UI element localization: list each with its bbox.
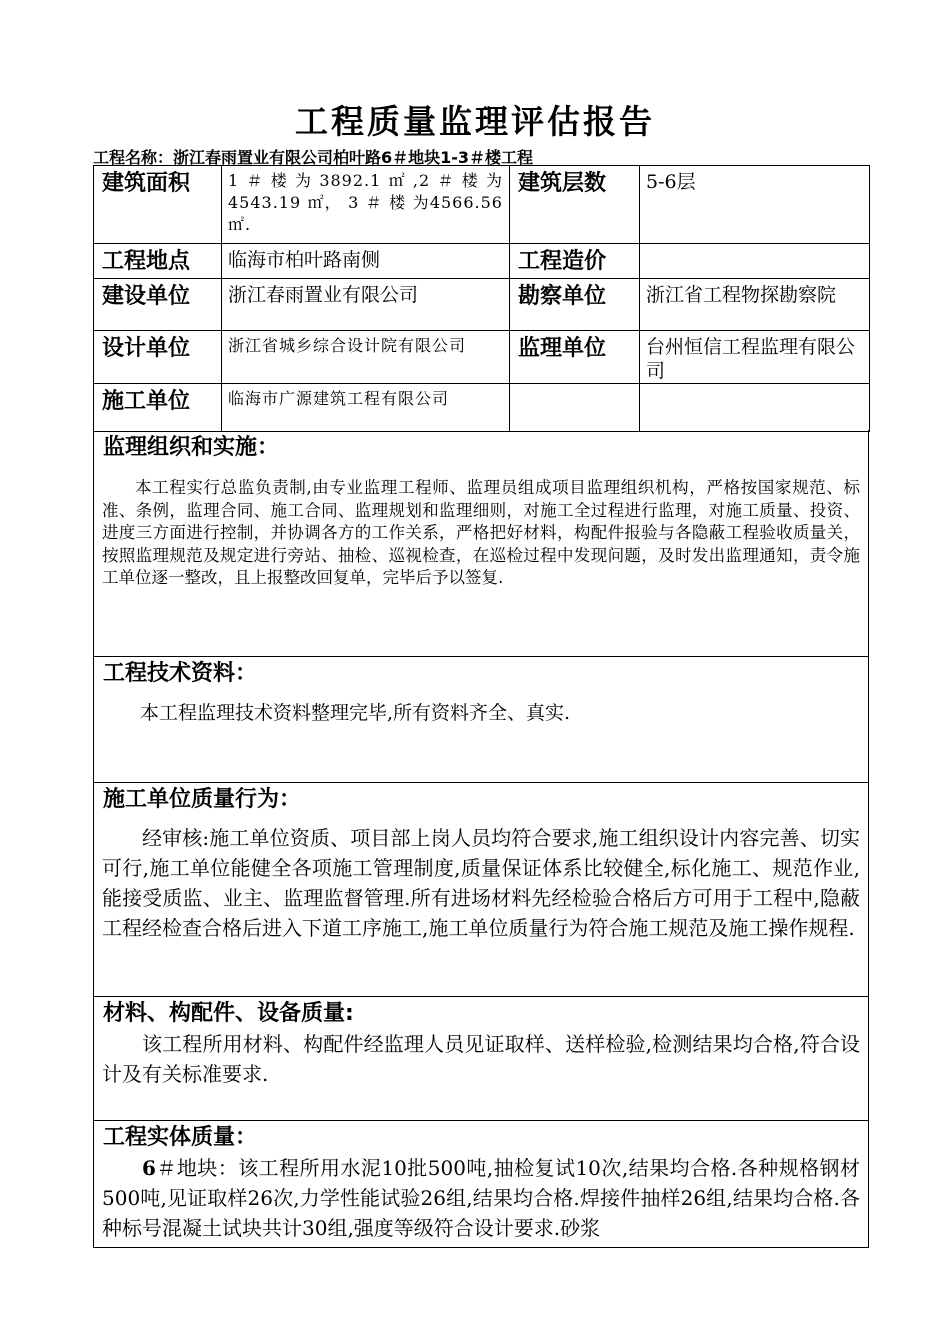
contractor-value: 临海市广源建筑工程有限公司 bbox=[222, 384, 510, 432]
table-row bbox=[94, 244, 870, 279]
table-row bbox=[94, 279, 870, 331]
section-entity-quality bbox=[93, 1121, 869, 1248]
section-heading: 施工单位质量行为： bbox=[103, 787, 302, 812]
owner-value: 浙江春雨置业有限公司 bbox=[222, 279, 510, 331]
survey-value: 浙江省工程物探勘察院 bbox=[640, 279, 870, 331]
section-body bbox=[94, 1153, 868, 1243]
document-title: 工程质量监理评估报告 bbox=[295, 102, 655, 141]
building-area-label: 建筑面积 bbox=[94, 166, 222, 244]
empty-cell bbox=[510, 384, 640, 432]
section-contractor-behavior bbox=[93, 783, 869, 997]
section-heading: 工程实体质量： bbox=[103, 1125, 258, 1150]
section-heading: 材料、构配件、设备质量: bbox=[103, 1001, 354, 1026]
owner-label: 建设单位 bbox=[94, 279, 222, 331]
section-body: 该工程所用材料、构配件经监理人员见证取样、送样检验,检测结果均合格,符合设计及有关标准要求. bbox=[102, 1032, 860, 1086]
location-label: 工程地点 bbox=[94, 244, 222, 279]
cost-value bbox=[640, 244, 870, 279]
design-label: 设计单位 bbox=[94, 331, 222, 384]
design-value: 浙江省城乡综合设计院有限公司 bbox=[222, 331, 510, 384]
section-materials-quality bbox=[93, 997, 869, 1121]
building-area-value: 1＃楼为3892.1㎡,2＃楼为4543.19 ㎡， 3 ＃ 楼 为4566.56㎡. bbox=[222, 166, 510, 244]
section-technical-docs bbox=[93, 657, 869, 783]
section-body: 经审核:施工单位资质、项目部上岗人员均符合要求,施工组织设计内容完善、切实可行,施工单位能健全各项施工管理制度,质量保证体系比较健全,标化施工、规范作业,能接受质监、业主、监理监督管理.所有进场材料先经检验合格后方可用于工程中,隐蔽工程经检查合格后进入下道工序施工,施工单位质量行为符合施工规范及施工操作规程. bbox=[102, 826, 860, 940]
table-row bbox=[94, 166, 870, 244]
table-row bbox=[94, 384, 870, 432]
floors-value: 5-6层 bbox=[640, 166, 870, 244]
location-value: 临海市柏叶路南侧 bbox=[222, 244, 510, 279]
project-info-table bbox=[93, 165, 870, 432]
empty-cell bbox=[640, 384, 870, 432]
supervisor-value: 台州恒信工程监理有限公司 bbox=[640, 331, 870, 384]
supervisor-label: 监理单位 bbox=[510, 331, 640, 384]
cost-label: 工程造价 bbox=[510, 244, 640, 279]
plot-number: 6 bbox=[142, 1156, 156, 1180]
entity-quality-text: ＃地块：该工程所用水泥10批500吨,抽检复试10次,结果均合格.各种规格钢材500吨,见证取样26次,力学性能试验26组,结果均合格.焊接件抽样26组,结果均合格.各种标号混凝土试块共计30组,强度等级符合设计要求.砂浆 bbox=[102, 1156, 860, 1240]
contractor-label: 施工单位 bbox=[94, 384, 222, 432]
section-body: 本工程监理技术资料整理完毕,所有资料齐全、真实. bbox=[140, 702, 571, 724]
survey-label: 勘察单位 bbox=[510, 279, 640, 331]
section-supervision-org bbox=[93, 430, 869, 657]
project-name: 工程名称：浙江春雨置业有限公司柏叶路6＃地块1-3＃楼工程 bbox=[93, 148, 534, 167]
section-heading: 监理组织和实施： bbox=[103, 435, 280, 460]
floors-label: 建筑层数 bbox=[510, 166, 640, 244]
section-body: 本工程实行总监负责制,由专业监理工程师、监理员组成项目监理组织机构，严格按国家规范、标准、条例，监理合同、施工合同、监理规划和监理细则，对施工全过程进行监理，对施工质量、投资、进度三方面进行控制，并协调各方的工作关系，严格把好材料，构配件报验与各隐蔽工程验收质量关，按照监理规范及规定进行旁站、抽检、巡视检查，在巡检过程中发现问题，及时发出监理通知，责令施工单位逐一整改，且上报整改回复单，完毕后予以签复. bbox=[102, 478, 860, 587]
table-row bbox=[94, 331, 870, 384]
section-heading: 工程技术资料： bbox=[103, 661, 258, 686]
